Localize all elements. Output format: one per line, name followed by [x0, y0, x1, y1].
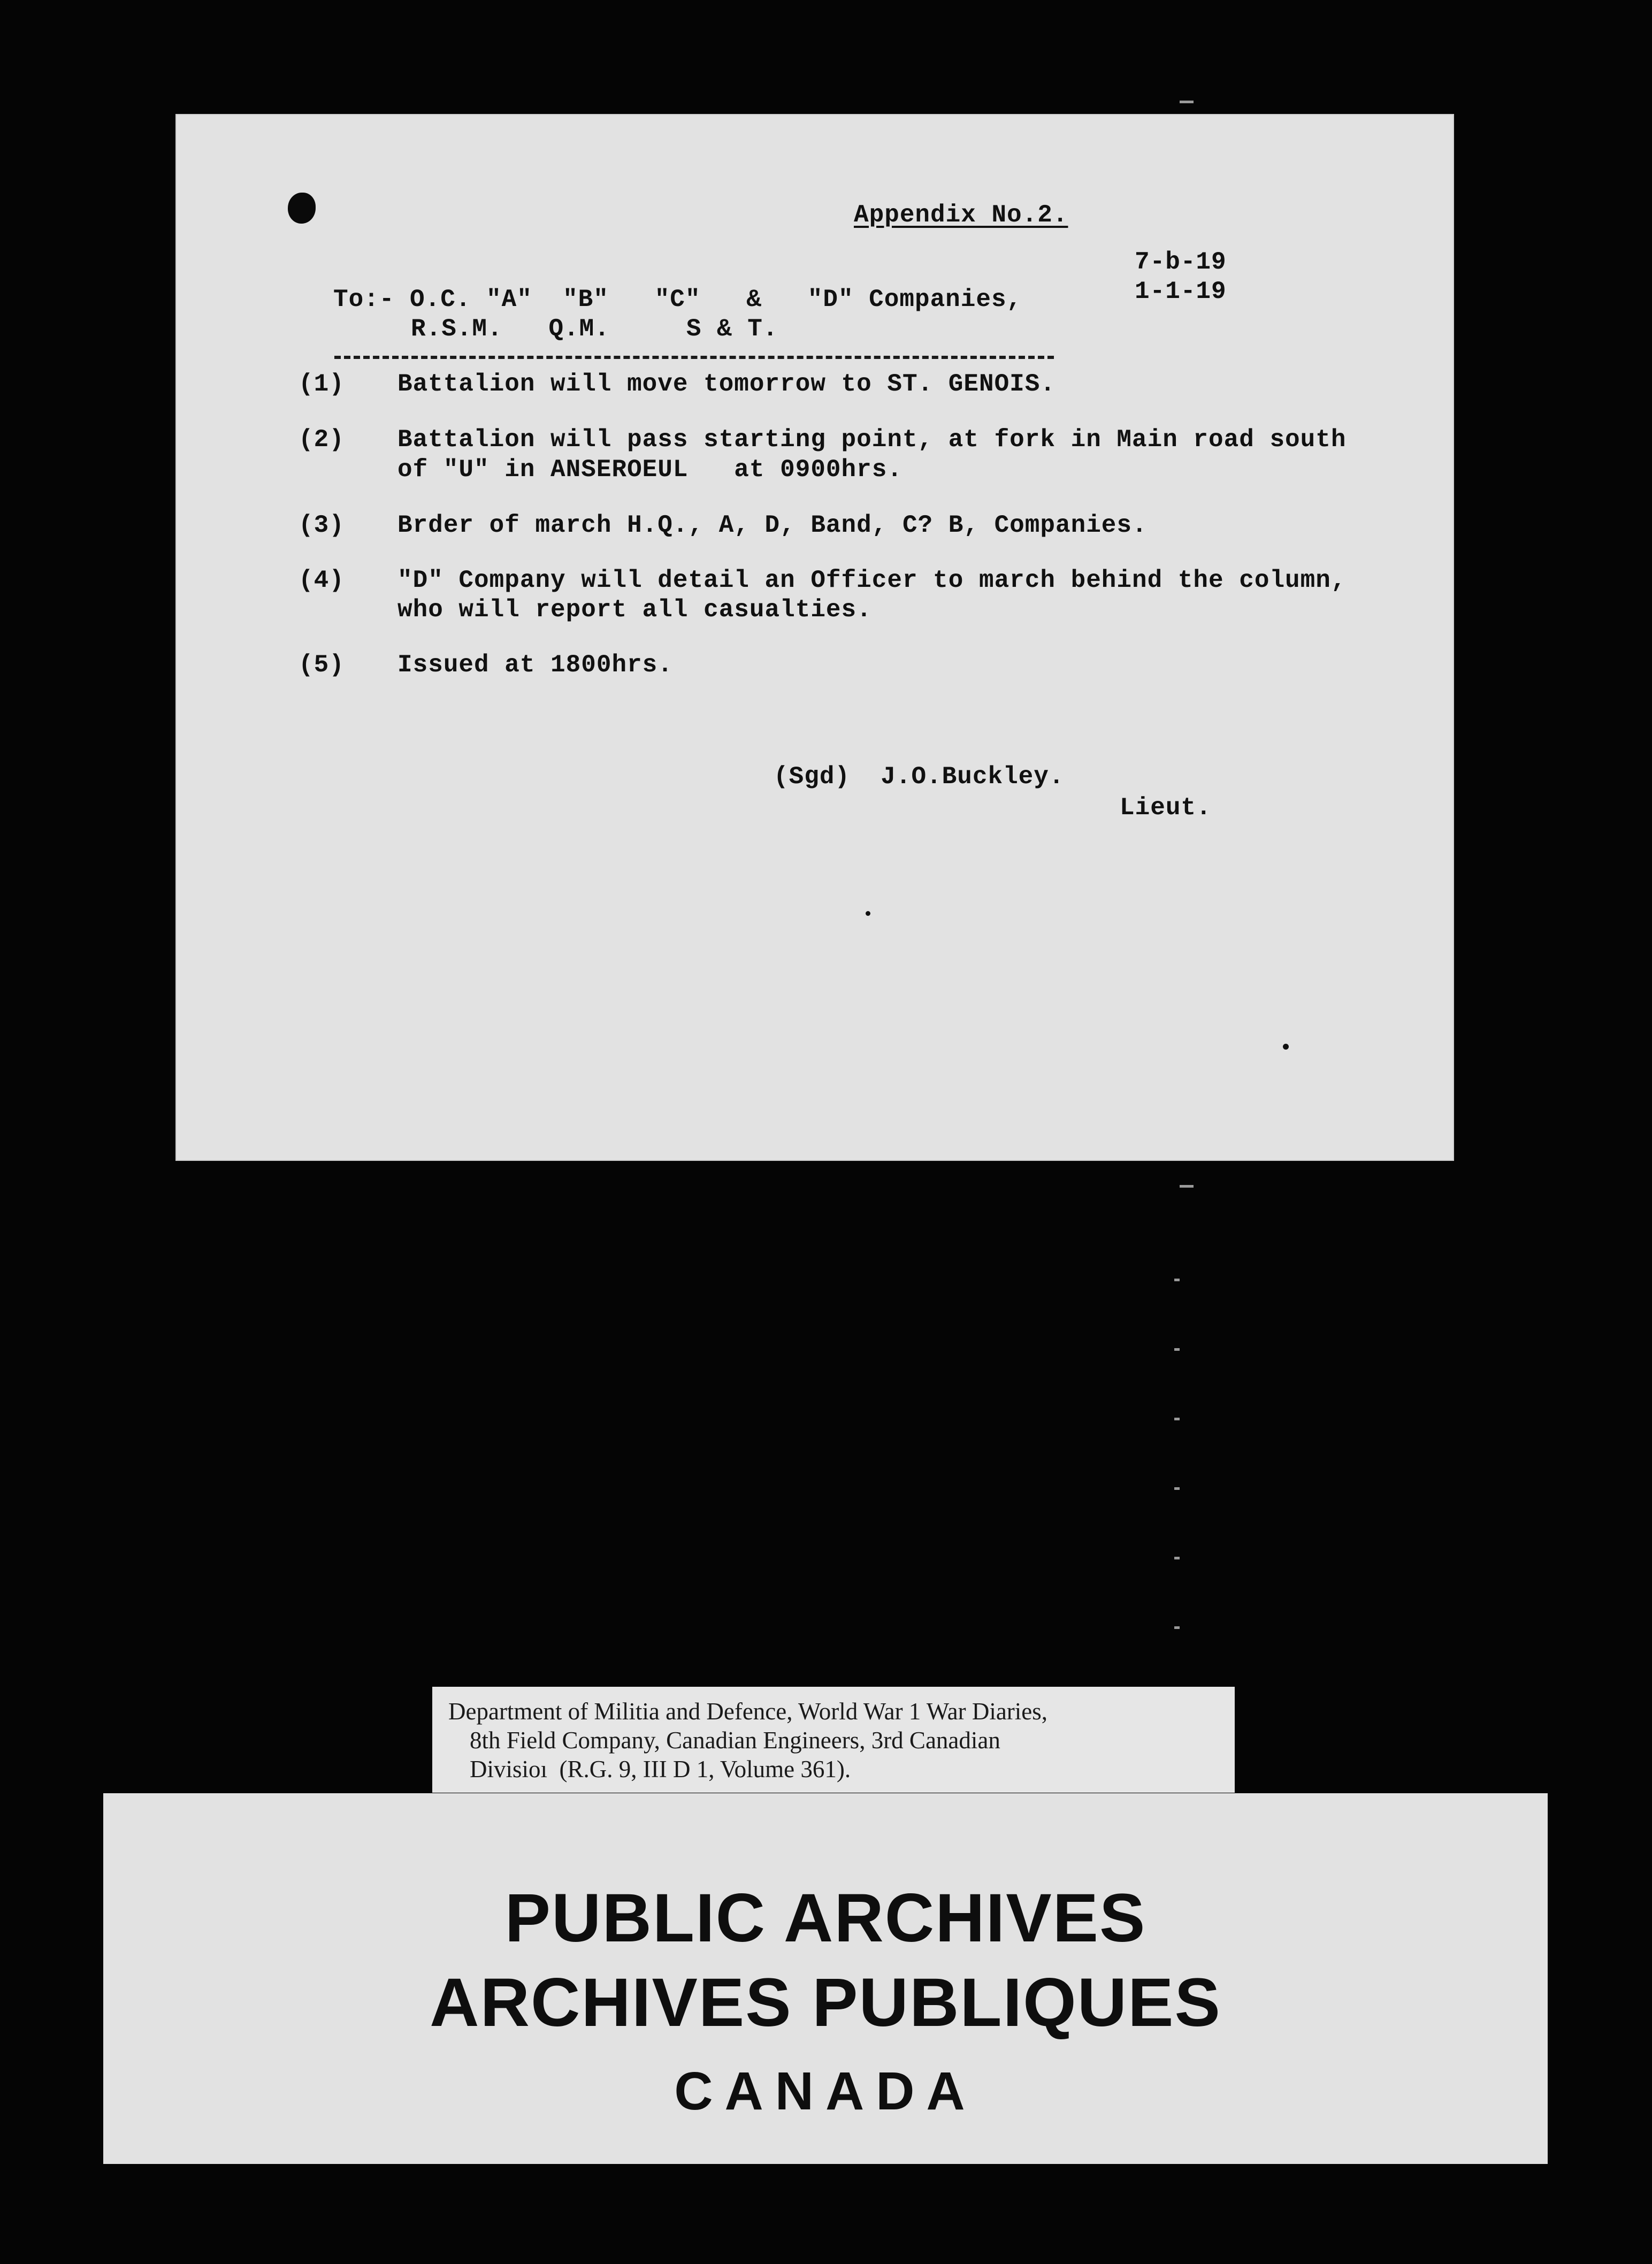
edge-mark [1174, 1626, 1180, 1629]
memo-date-2: 1-1-19 [1135, 278, 1227, 305]
citation-label [432, 1687, 1235, 1793]
item-number: (4) [299, 567, 345, 594]
punch-hole [288, 193, 316, 224]
edge-mark [1174, 1348, 1180, 1351]
stamp-title-english: PUBLIC ARCHIVES [504, 1880, 1146, 1956]
edge-mark [1180, 1185, 1194, 1188]
signature: (Sgd) J.O.Buckley. [774, 763, 1065, 791]
item-number: (1) [299, 370, 345, 398]
memo-date-1: 7-b-19 [1135, 248, 1227, 276]
item-text: Issued at 1800hrs. [397, 651, 673, 679]
item-text: of "U" in ANSEROEUL at 0900hrs. [397, 456, 903, 484]
item-text: Brder of march H.Q., A, D, Band, C? B, Companies. [397, 511, 1148, 539]
ink-speck [1283, 1044, 1289, 1050]
ink-speck [866, 911, 870, 916]
item-number: (5) [299, 651, 345, 679]
memo-to-line-2: R.S.M. Q.M. S & T. [411, 315, 778, 343]
stamp-country: CANADA [674, 2061, 977, 2121]
item-text: Battalion will pass starting point, at fork in Main road south [397, 426, 1347, 454]
separator-line [334, 356, 1054, 359]
archives-stamp [103, 1793, 1548, 2164]
memo-to-line: To:- O.C. "A" "B" "C" & "D" Companies, [333, 286, 1022, 313]
item-text: who will report all casualties. [397, 596, 872, 624]
edge-mark [1174, 1418, 1180, 1420]
item-number: (2) [299, 426, 345, 454]
edge-mark [1174, 1557, 1180, 1559]
edge-mark [1174, 1279, 1180, 1281]
edge-mark [1174, 1487, 1180, 1490]
memo-sheet [175, 114, 1454, 1161]
item-number: (3) [299, 511, 345, 539]
memo-heading: Appendix No.2. [854, 201, 1068, 229]
stamp-title-french: ARCHIVES PUBLIQUES [430, 1964, 1221, 2041]
item-text: Battalion will move tomorrow to ST. GENOIS. [397, 370, 1056, 398]
edge-mark [1180, 101, 1194, 103]
signatory-rank: Lieut. [1120, 794, 1212, 822]
item-text: "D" Company will detail an Officer to march behind the column, [397, 567, 1347, 594]
citation-line-1: Department of Militia and Defence, World War 1 War Diaries, [448, 1698, 1048, 1725]
citation-line-3: Divisioı (R.G. 9, III D 1, Volume 361). [470, 1756, 851, 1783]
citation-line-2: 8th Field Company, Canadian Engineers, 3rd Canadian [470, 1727, 1000, 1754]
